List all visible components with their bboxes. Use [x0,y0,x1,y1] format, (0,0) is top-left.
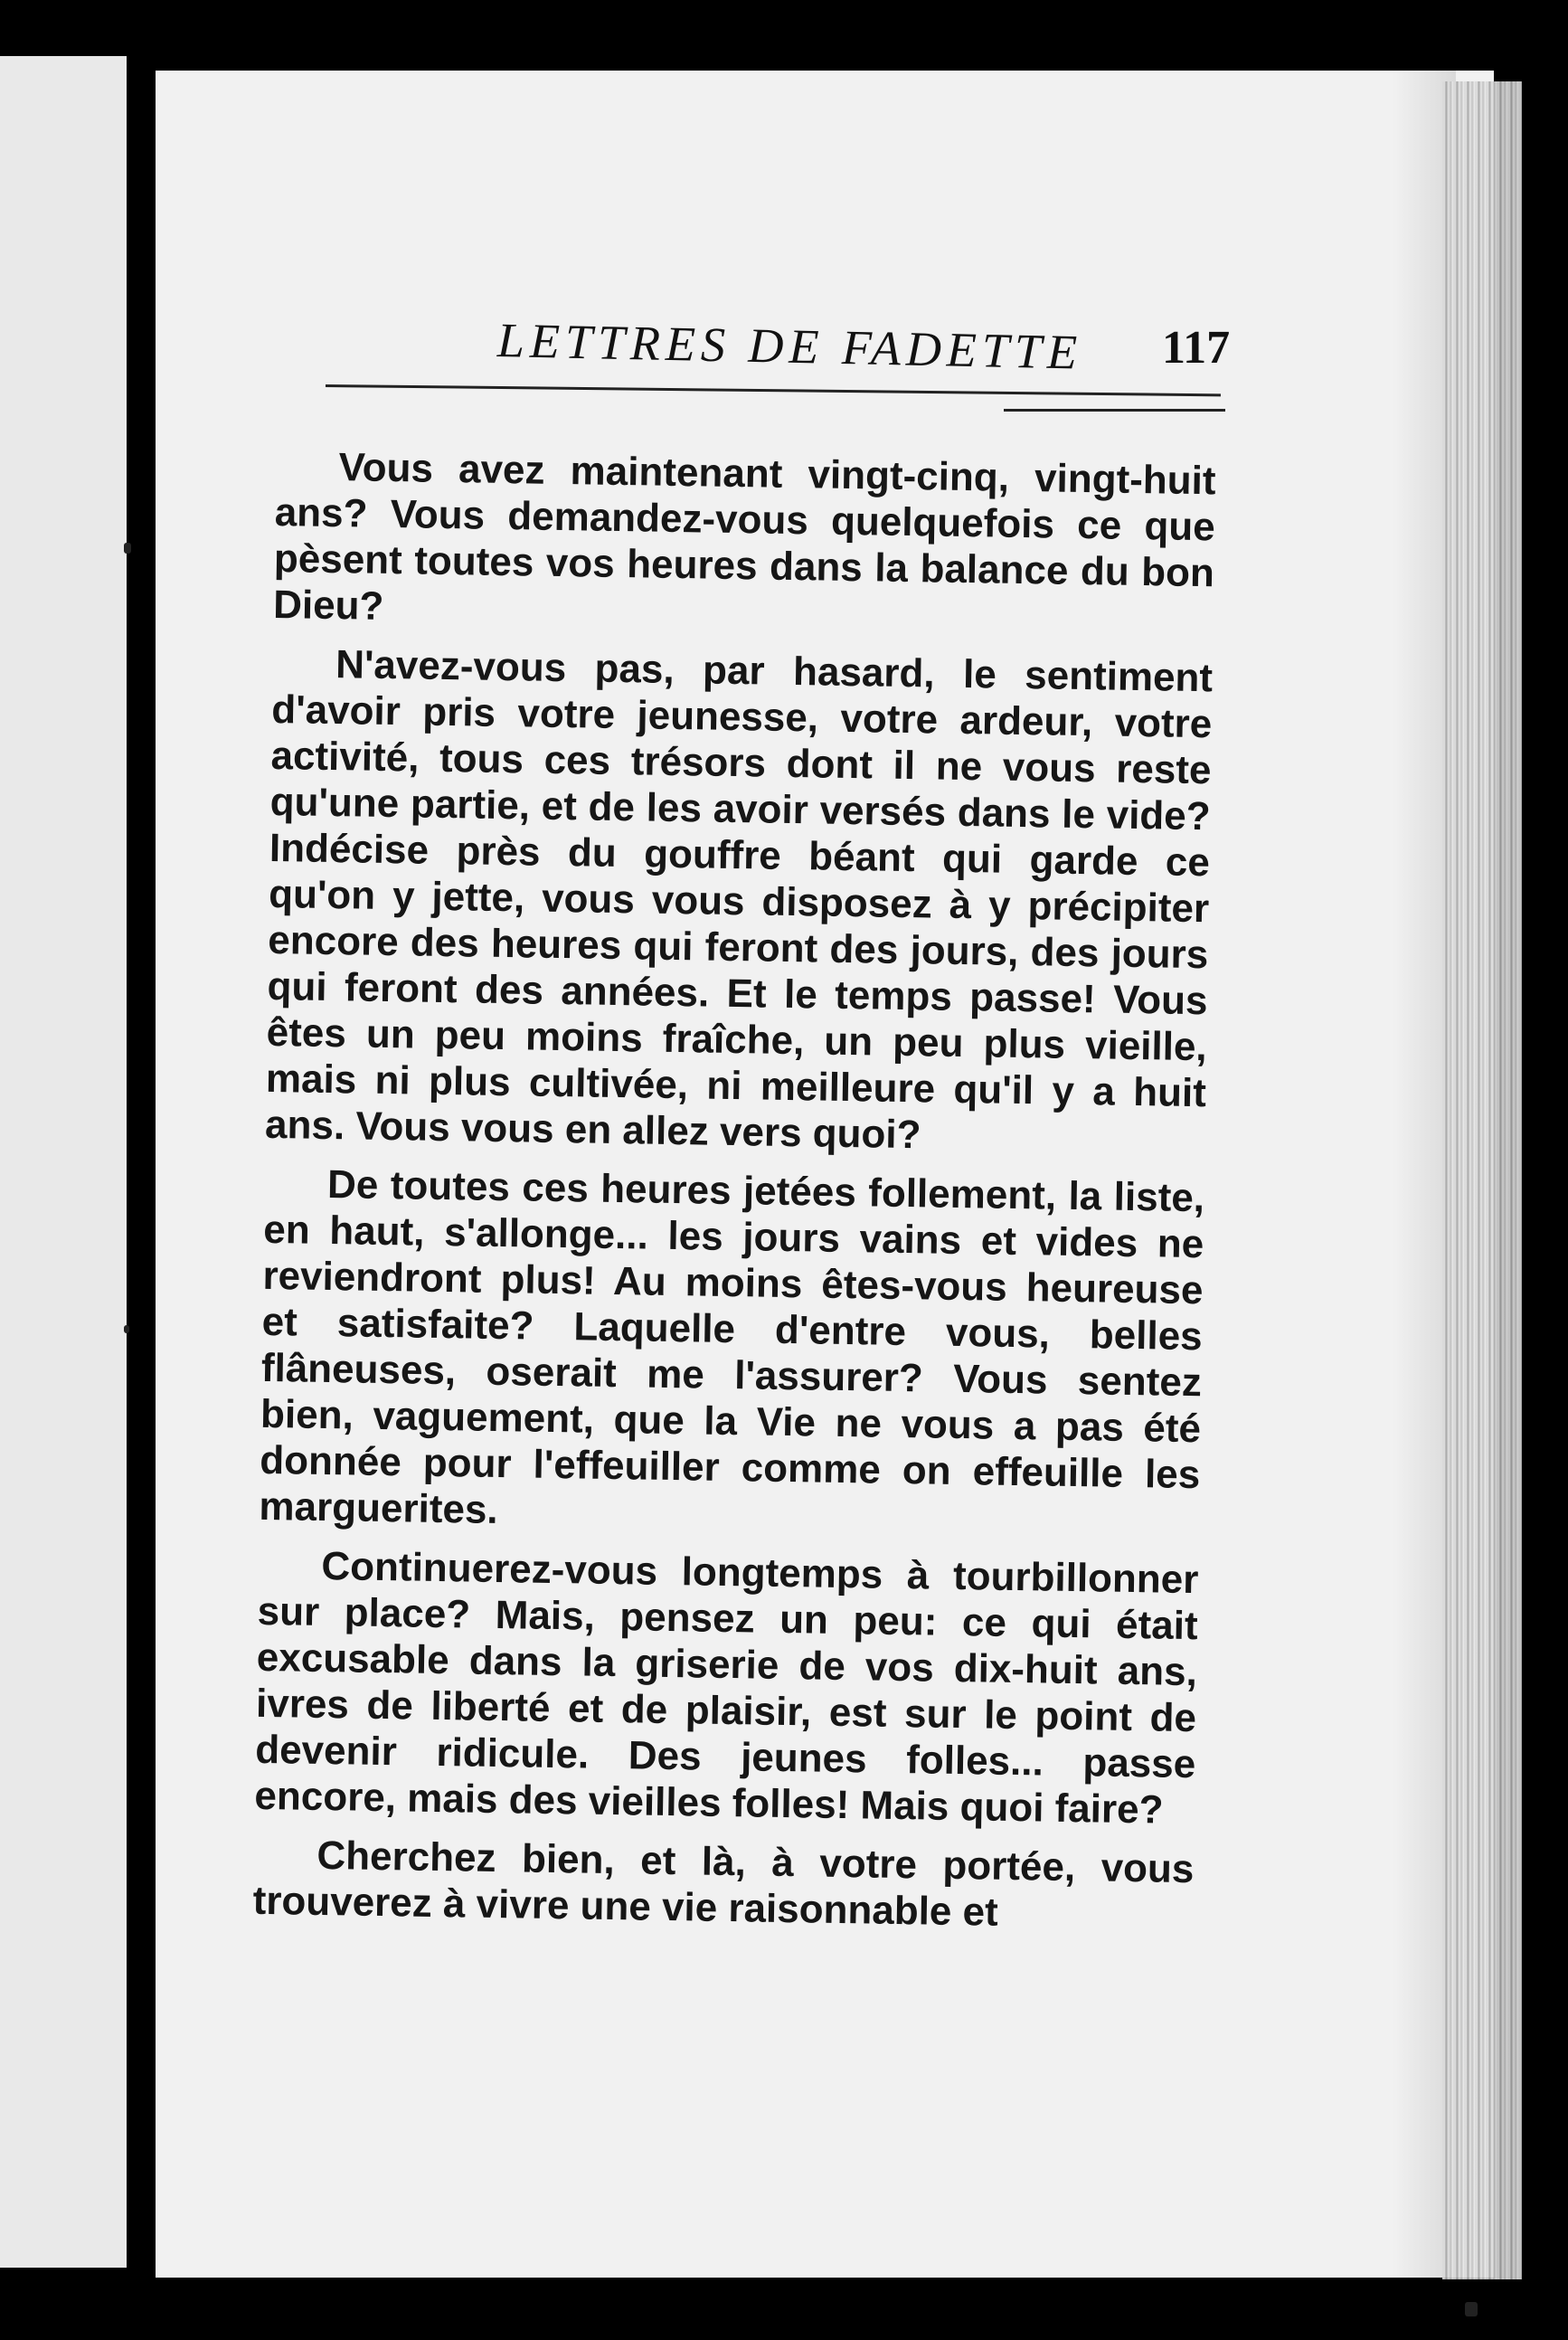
body-text [252,443,1216,1951]
scan-speck [124,543,131,554]
paragraph: N'avez-vous pas, par hasard, le sentiment d'avoir pris votre jeunesse, votre ardeur, votre activité, tous ces trésors dont il ne vous reste qu'une partie, et de les avoir versés dans le vide? Indécise près du gouffre béant qui garde ce qu'on y jette, vous vous disposez à y précipiter encore des heures qui feront des jours, des jours qui feront des années. Et le temps passe! Vous êtes un peu moins fraîche, un peu plus vieille, mais ni plus cultivée, ni meilleure qu'il y a huit ans. Vous vous en allez vers quoi? [264,642,1214,1158]
paragraph: Continuerez-vous longtemps à tourbillonner sur place? Mais, pensez un peu: ce qui était excusable dans la griserie de vos dix-huit ans, ivres de liberté et de plaisir, est sur le point de devenir ridicule. Des jeunes folles... passe encore, mais des vieilles folles! Mais quoi faire? [254,1543,1199,1833]
book-gutter [127,54,156,2270]
paragraph: De toutes ces heures jetées follement, la liste, en haut, s'allonge... les jours vains et vides ne reviendront plus! Au moins êtes-vous heureuse et satisfaite? Laquelle d'entre vous, belles flâneuses, oserait me l'assurer? Vous sentez bien, vaguement, que la Vie ne vous a pas été donnée pour l'effeuiller comme on effeuille les marguerites. [259,1162,1205,1533]
page-number: 117 [1162,322,1231,374]
page-stack-edge [1442,81,1522,2279]
previous-page-edge [0,56,127,2268]
running-title: LETTRES DE FADETTE [496,313,1083,380]
paragraph: Vous avez maintenant vingt-cinq, vingt-huit ans? Vous demandez-vous quelquefois ce que pèsent toutes vos heures dans la balance du bon Dieu? [272,445,1216,629]
header-rule-segment [1004,409,1225,412]
scan-speck [124,1325,129,1333]
paragraph: Cherchez bien, et là, à votre portée, vous trouverez à vivre une vie raisonnable et [252,1833,1195,1935]
scan-speck [1465,2302,1478,2316]
page-header [326,312,1230,393]
